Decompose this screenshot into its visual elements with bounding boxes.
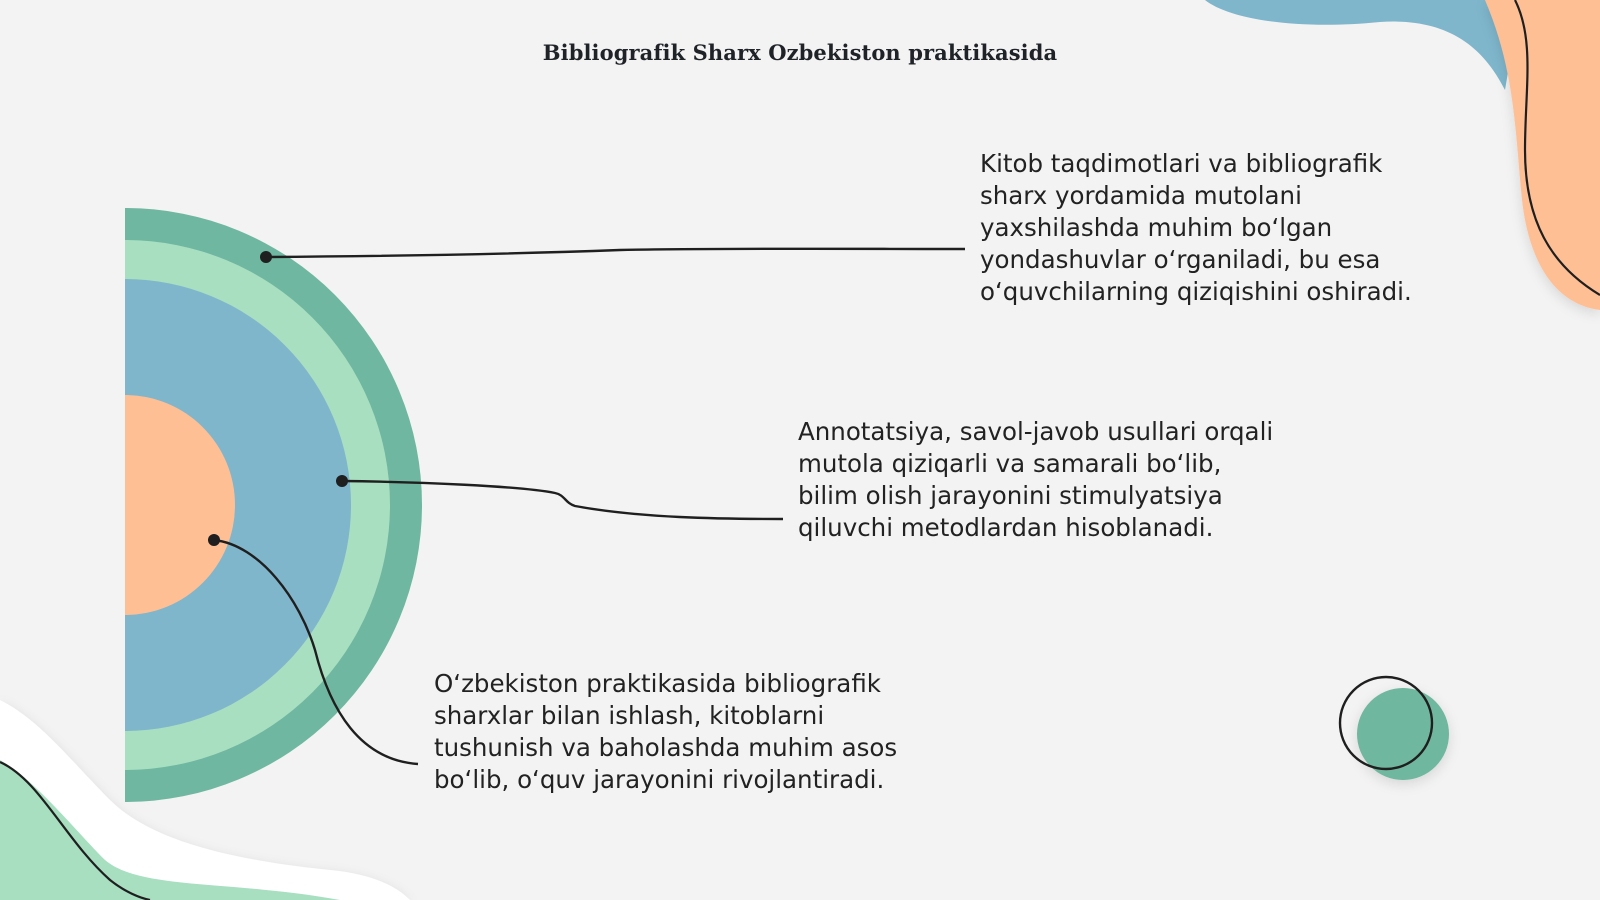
concentric-target [0,208,422,802]
connector-dot-1 [260,251,272,263]
connector-dot-3 [208,534,220,546]
small-circle-decoration [1340,677,1449,780]
slide-title: Bibliografik Sharx Ozbekiston praktikasida [542,40,1058,65]
callout-text-2: Annotatsiya, savol-javob usullari orqali mutola qiziqarli va samarali bo‘lib, bilim olish jarayonini stimulyatsiya qiluvchi metodlardan hisoblanadi. [798,417,1274,542]
callout-text-3: O‘zbekiston praktikasida bibliografik sharxlar bilan ishlash, kitoblarni tushunish va baholashda muhim asos bo‘lib, o‘quv jarayonini rivojlantiradi. [434,669,898,794]
core-peach [15,395,235,615]
connector-dot-2 [336,475,348,487]
connector-1 [266,249,965,257]
callout-text-1: Kitob taqdimotlari va bibliografik sharx yordamida mutolani yaxshilashda muhim bo‘lgan yondashuvlar o‘rganiladi, bu esa o‘quvchilarning qiziqishini oshiradi. [980,149,1412,306]
